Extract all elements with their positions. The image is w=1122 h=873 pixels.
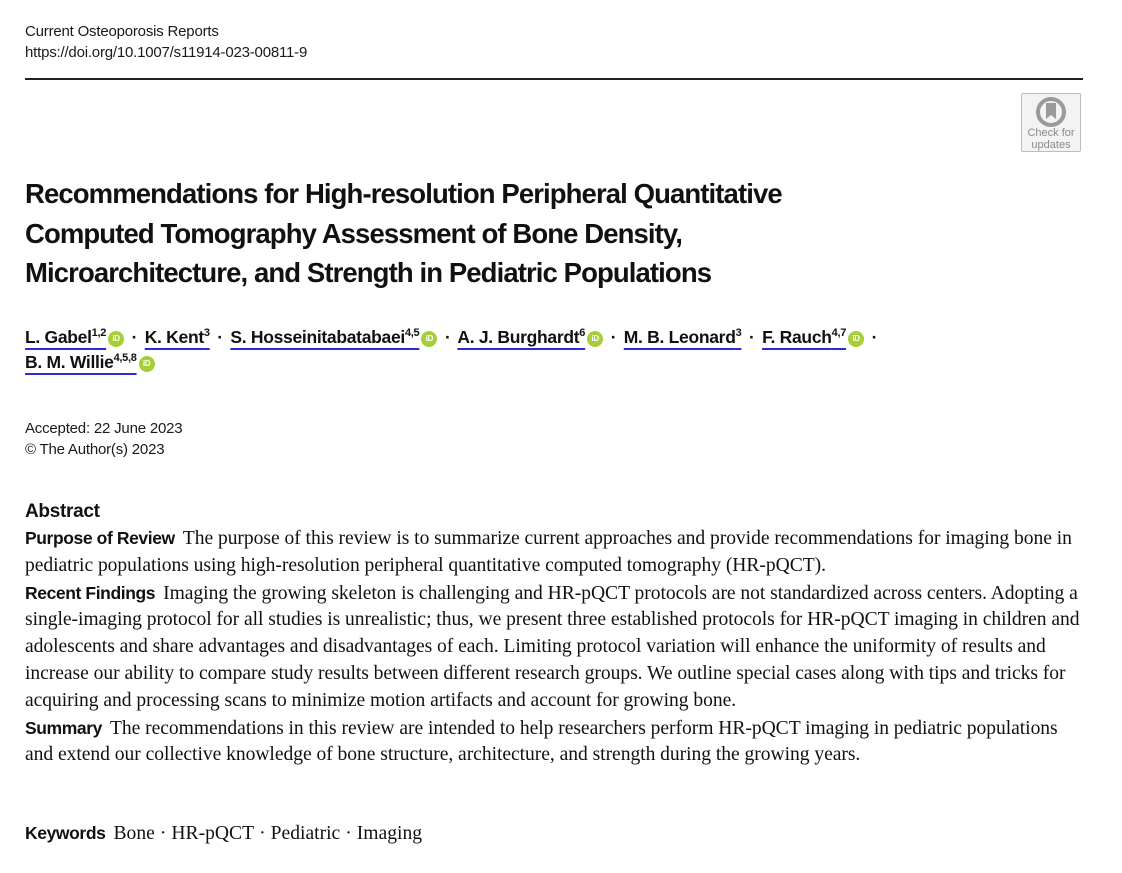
title-line-1: Recommendations for High-resolution Peripheral Quantitative <box>25 178 782 209</box>
keyword: Bone <box>113 823 155 844</box>
abstract-text: The recommendations in this review are intended to help researchers perform HR-pQCT imaging in pediatric populations and extend our collective knowledge of bone structure, architecture, and strength during the growing years. <box>25 717 1058 766</box>
author-separator: · <box>217 327 223 347</box>
author-separator: · <box>748 327 755 347</box>
author-list <box>25 325 1085 375</box>
author-separator: · <box>871 327 878 347</box>
keyword: Pediatric <box>270 823 341 844</box>
orcid-icon[interactable]: iD <box>108 331 124 347</box>
copyright-notice: © The Author(s) 2023 <box>25 441 165 458</box>
keyword: Imaging <box>356 823 423 844</box>
keyword: HR-pQCT <box>171 823 255 844</box>
keywords <box>25 820 422 847</box>
author-affiliation: 4,7 <box>831 327 847 339</box>
author-link[interactable] <box>25 352 137 372</box>
author-link[interactable] <box>230 327 419 347</box>
orcid-icon[interactable]: iD <box>139 356 155 372</box>
orcid-icon[interactable]: iD <box>421 331 437 347</box>
author-name: B. M. Willie <box>25 352 114 372</box>
author-name: M. B. Leonard <box>623 327 736 347</box>
header-divider <box>25 78 1083 80</box>
author-affiliation: 3 <box>203 327 210 339</box>
check-for-updates-label-2: updates <box>1031 139 1071 151</box>
author-affiliation: 1,2 <box>91 327 107 339</box>
author-name: K. Kent <box>144 327 204 347</box>
orcid-icon[interactable]: iD <box>848 331 864 347</box>
abstract-paragraph-findings <box>25 580 1085 715</box>
orcid-icon[interactable]: iD <box>587 331 603 347</box>
keyword-separator: · <box>345 823 352 844</box>
article-title <box>25 174 985 293</box>
title-line-2: Computed Tomography Assessment of Bone Density, <box>25 217 683 249</box>
title-line-3: Microarchitecture, and Strength in Pediatric Populations <box>25 257 712 288</box>
accepted-date: Accepted: 22 June 2023 <box>25 420 183 437</box>
journal-name: Current Osteoporosis Reports <box>25 23 219 40</box>
author-affiliation: 4,5 <box>404 327 420 339</box>
abstract-section <box>25 499 1085 769</box>
check-for-updates-label-1: Check for <box>1027 127 1075 139</box>
doi-link[interactable]: https://doi.org/10.1007/s11914-023-00811-9 <box>25 44 308 61</box>
author-name: F. Rauch <box>762 327 832 347</box>
author-name: S. Hosseinitabatabaei <box>230 327 405 347</box>
author-affiliation: 6 <box>579 327 586 339</box>
author-link[interactable] <box>25 327 106 347</box>
abstract-label: Summary <box>25 717 102 738</box>
author-link[interactable] <box>145 327 210 347</box>
abstract-heading: Abstract <box>25 501 100 522</box>
author-link[interactable] <box>624 327 742 347</box>
author-name: L. Gabel <box>25 327 92 347</box>
abstract-paragraph-purpose <box>25 525 1085 580</box>
author-separator: · <box>444 327 451 347</box>
author-separator: · <box>131 327 138 347</box>
journal-header <box>25 21 307 63</box>
abstract-text: Imaging the growing skeleton is challenging and HR-pQCT protocols are not standardized across centers. Adopting a single-imaging protocol for all studies is unrealistic; thus, we present three established protocols for HR-pQCT imaging in children and adolescents and share advantages and disadvantages of each. Limiting protocol variation will enhance the uniformity of results and increase our ability to compare study results between different research groups. We outline special cases along with tips and tricks for acquiring and processing scans to minimize motion artifacts and account for growing bone. <box>25 582 1080 711</box>
keywords-label: Keywords <box>25 823 106 843</box>
publication-dates <box>25 418 182 460</box>
author-name: A. J. Burghardt <box>457 327 580 347</box>
author-link[interactable] <box>457 327 585 347</box>
author-affiliation: 3 <box>735 327 742 339</box>
abstract-label: Purpose of Review <box>25 528 175 548</box>
author-affiliation: 4,5,8 <box>113 352 137 364</box>
abstract-text: The purpose of this review is to summarize current approaches and provide recommendations for imaging bone in pediatric populations using high-resolution peripheral quantitative computed tomography (HR-pQCT). <box>25 528 1072 576</box>
abstract-label: Recent Findings <box>25 582 156 603</box>
keyword-separator: · <box>159 823 167 844</box>
crossmark-icon <box>1034 97 1068 127</box>
keyword-separator: · <box>259 823 266 844</box>
abstract-paragraph-summary <box>25 715 1085 770</box>
check-for-updates-button[interactable] <box>1021 93 1081 152</box>
author-link[interactable] <box>762 327 846 347</box>
author-separator: · <box>610 327 617 347</box>
